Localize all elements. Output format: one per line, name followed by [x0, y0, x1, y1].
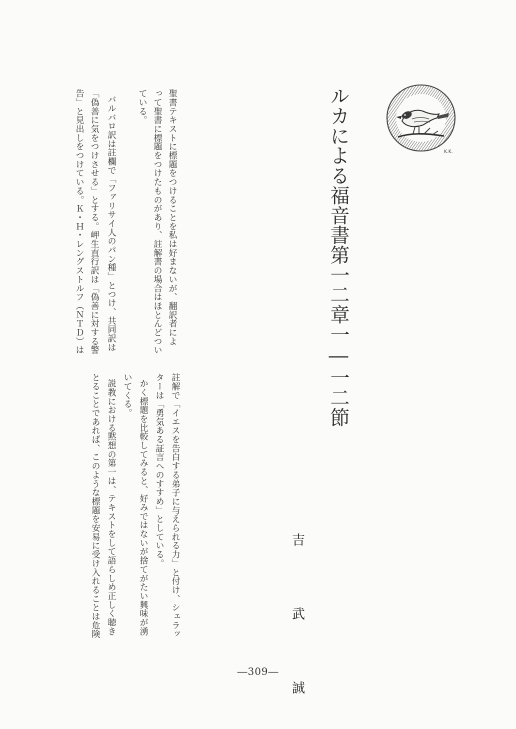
text-column: かく標題を比較してみると、好みではないが捨てがたい興味が湧 [138, 379, 148, 636]
text-column: って聖書に標題をつけたものがあり、註解書の場合はほとんどつい [152, 89, 162, 355]
text-column: 註解で「イエスを告白する弟子に与えられる力」と付け、シェラッ [170, 373, 180, 639]
text-column: とることであれば、このような標題を安易に受け入れることは危険 [90, 373, 100, 639]
text-column: 「偽善に気をつけさせる」とする。岬生直行訳は「偽善に対する警 [89, 89, 99, 355]
text-column: 告」と見出しをつけている。Ｋ・Ｈ・レングストルフ（ＮＴＤ）は [74, 89, 84, 355]
text-column: ている。 [137, 89, 147, 125]
bird-vignette [384, 81, 458, 159]
text-column: 説教における黙想の第一は、テキストをして語らしめ正しく聴き [106, 379, 116, 636]
author-name: 吉 武 誠 [289, 533, 304, 718]
vignette-signature: K.K. [444, 150, 453, 155]
page-number: ―309― [237, 667, 279, 678]
text-column: いてくる。 [122, 373, 132, 418]
page-title: ルカによる福音書第一二章一―一二節 [327, 86, 350, 427]
text-column: 聖書テキストに標題をつけることを私は好まないが、翻訳者によ [167, 89, 177, 346]
text-column: バルバロ訳は註欄で「ファリサイ人のパン種」とつけ、共同訳は [106, 95, 116, 352]
bird-on-branch-icon [384, 81, 458, 159]
text-column: ターは「勇気ある証言へのすすめ」としている。 [154, 373, 164, 568]
